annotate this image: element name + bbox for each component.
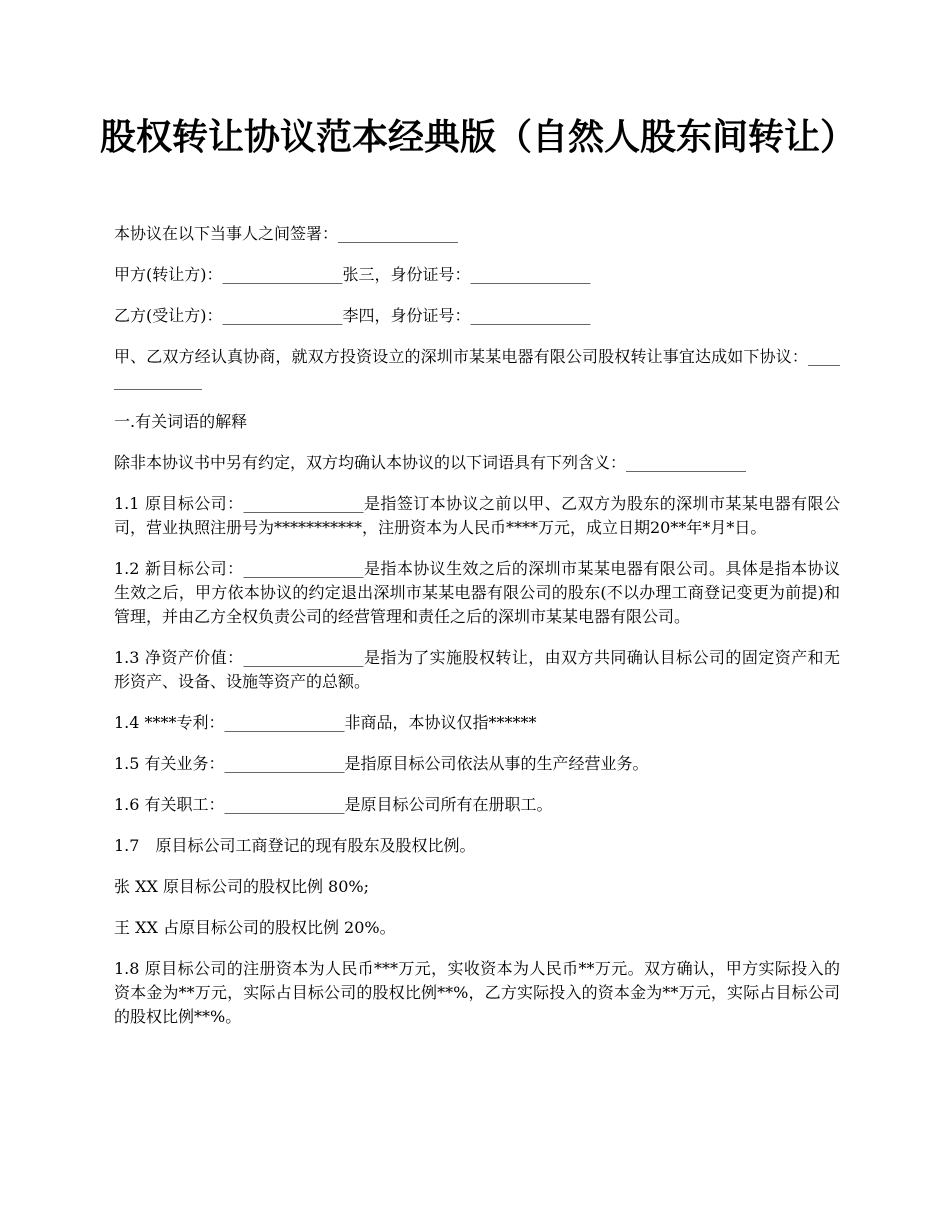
- shareholder-wang: 王 XX 占原目标公司的股权比例 20%。: [114, 918, 396, 937]
- clause-1-3: 1.3 净资产价值：_______________是指为了实施股权转让，由双方共同确认目标公司的固定资产和无形资产、设备、设施等资产的总额。: [114, 648, 840, 691]
- clause-1-5: 1.5 有关业务：_______________是指原目标公司依法从事的生产经营业务。: [114, 754, 649, 773]
- paragraph-parties-intro: 本协议在以下当事人之间签署：_______________: [114, 224, 459, 243]
- clause-1-8: 1.8 原目标公司的注册资本为人民币***万元，实收资本为人民币**万元。双方确认，甲方实际投入的资本金为**万元，实际占目标公司的股权比例**%，乙方实际投入的资本金为**万元，实际占目标公司的股权比例**%。: [114, 959, 840, 1026]
- section-heading-definitions: 一.有关词语的解释: [114, 412, 248, 431]
- document-title: 股权转让协议范本经典版（自然人股东间转让）: [100, 116, 857, 158]
- paragraph-agreement-intro: 甲、乙双方经认真协商，就双方投资设立的深圳市某某电器有限公司股权转让事宜达成如下协议：_______________: [114, 347, 840, 390]
- paragraph-party-b: 乙方(受让方)：_______________李四，身份证号：_______________: [114, 306, 591, 325]
- clause-1-2: 1.2 新目标公司：_______________是指本协议生效之后的深圳市某某电器有限公司。具体是指本协议生效之后，甲方依本协议的约定退出深圳市某某电器有限公司的股东(不以办理工商登记变更为前提)和管理，并由乙方全权负责公司的经营管理和责任之后的深圳市某某电器有限公司。: [114, 559, 840, 626]
- paragraph-party-a: 甲方(转让方)：_______________张三，身份证号：_______________: [114, 265, 591, 284]
- shareholder-zhang: 张 XX 原目标公司的股权比例 80%;: [114, 877, 369, 896]
- clause-1-4: 1.4 ****专利：_______________非商品，本协议仅指******: [114, 713, 537, 732]
- paragraph-definitions-intro: 除非本协议书中另有约定，双方均确认本协议的以下词语具有下列含义：_______________: [114, 453, 747, 472]
- clause-1-6: 1.6 有关职工：_______________是原目标公司所有在册职工。: [114, 795, 553, 814]
- clause-1-7: 1.7 原目标公司工商登记的现有股东及股权比例。: [114, 836, 476, 855]
- document-body: [114, 222, 840, 1046]
- clause-1-1: 1.1 原目标公司：_______________是指签订本协议之前以甲、乙双方为股东的深圳市某某电器有限公司，营业执照注册号为***********，注册资本为人民币****万元，成立日期20**年*月*日。: [114, 494, 840, 537]
